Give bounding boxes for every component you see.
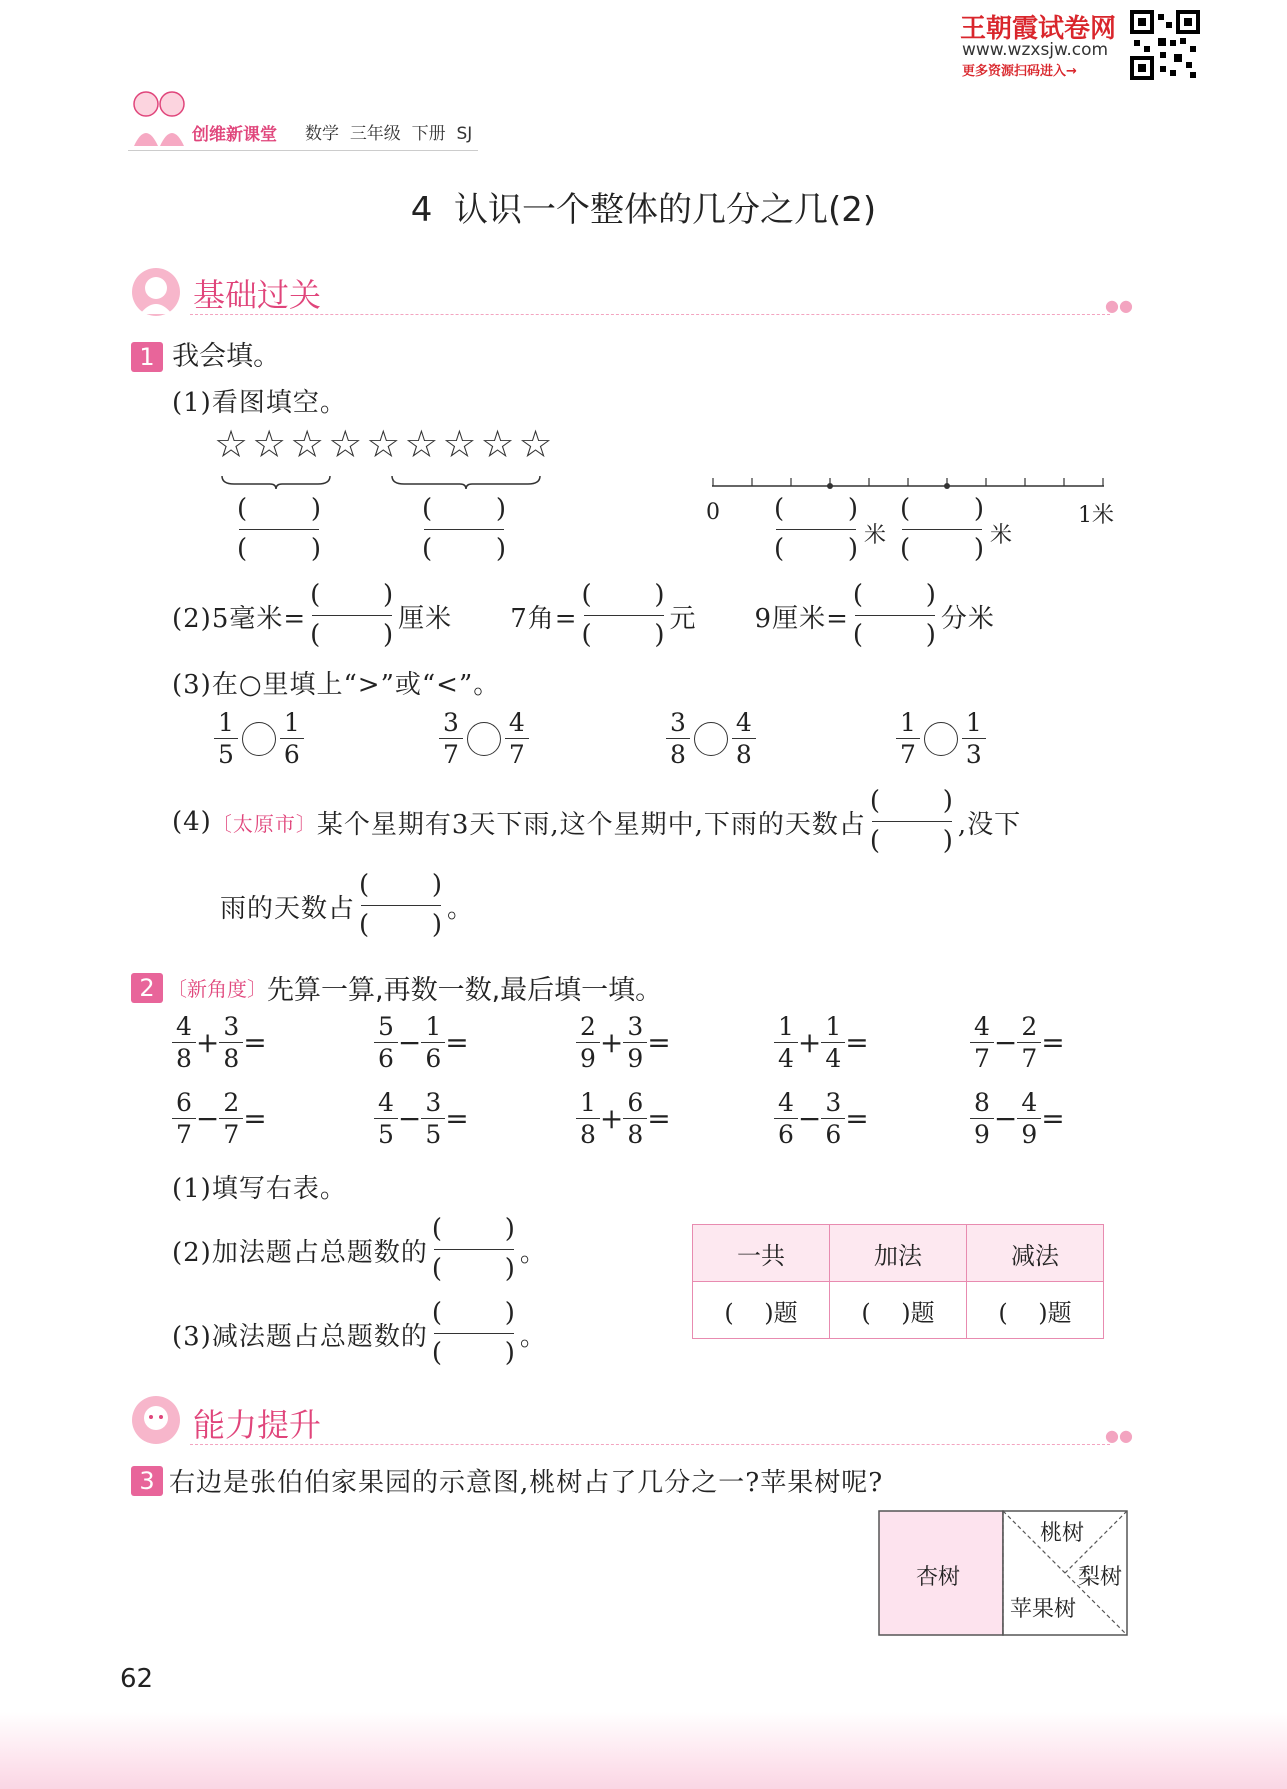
q2-table <box>692 1224 1104 1339</box>
p4-tail: ,没下 <box>957 809 1022 840</box>
q1-heading <box>131 334 280 373</box>
equation: $\frac{8}{9}$ − $\frac{4}{9}$ = <box>970 1090 1065 1147</box>
brand-url[interactable]: www.wzxsjw.com <box>962 40 1109 60</box>
q1-number: 1 <box>131 342 163 372</box>
compare-item: $\frac{1}{5}$ $\frac{1}{6}$ <box>214 710 439 767</box>
p4-period: 。 <box>447 893 475 924</box>
q2-p1: (1)填写右表。 <box>172 1174 347 1204</box>
section-basic-icon <box>130 266 182 318</box>
table-header-sub: 减法 <box>967 1225 1104 1282</box>
q1-p2 <box>172 580 995 652</box>
p2-a-post: 厘米 <box>398 603 453 634</box>
table-header-total: 一共 <box>693 1225 830 1282</box>
compare-item: $\frac{3}{7}$ $\frac{4}{7}$ <box>439 710 666 767</box>
book-info <box>305 119 472 144</box>
q1-p1: (1)看图填空。 <box>172 388 347 418</box>
equation: $\frac{4}{8}$ + $\frac{3}{8}$ = <box>172 1014 374 1071</box>
q2-p3-text: (3)减法题占总题数的 <box>172 1321 428 1352</box>
blank-frac-ruler-2[interactable]: ( ) ( ) 米 <box>900 494 1013 564</box>
qr-code-icon[interactable] <box>1130 10 1200 80</box>
footer-band <box>0 1712 1287 1789</box>
p2-c-pre: 9厘米= <box>754 603 849 634</box>
p4-text: 某个星期有3天下雨,这个星期中,下雨的天数占 <box>316 809 866 840</box>
compare-circle[interactable] <box>467 722 501 756</box>
q2-row2 <box>172 1090 1132 1147</box>
q2-p2-period: 。 <box>519 1237 547 1268</box>
blank-frac-norain[interactable]: ( ) ( ) <box>359 870 444 940</box>
page-number: 62 <box>120 1664 154 1694</box>
equation: $\frac{4}{7}$ − $\frac{2}{7}$ = <box>970 1014 1065 1071</box>
q2-row1 <box>172 1014 1132 1071</box>
table-header-add: 加法 <box>830 1225 967 1282</box>
orchard-diagram <box>878 1510 1128 1636</box>
table-cell-sub[interactable]: ( )题 <box>967 1282 1104 1339</box>
volume: 下册 <box>411 124 446 144</box>
compare-item: $\frac{3}{8}$ $\frac{4}{8}$ <box>666 710 896 767</box>
pear-label: 梨树 <box>1078 1565 1123 1590</box>
q2-number: 2 <box>131 973 163 1003</box>
section-advanced-icon <box>130 1394 182 1446</box>
equation: $\frac{1}{4}$ + $\frac{1}{4}$ = <box>774 1014 970 1071</box>
header-divider <box>128 150 478 151</box>
brand-tip: 更多资源扫码进入→ <box>962 64 1077 79</box>
section-advanced-title: 能力提升 <box>193 1406 322 1444</box>
subject: 数学 <box>305 124 339 144</box>
p4-label: (4) <box>172 807 212 837</box>
q2-heading-text: 先算一算,再数一数,最后填一填。 <box>267 975 663 1006</box>
brace-right <box>390 474 542 494</box>
p2-a-pre: (2)5毫米= <box>172 603 307 634</box>
compare-item: $\frac{1}{7}$ $\frac{1}{3}$ <box>896 710 986 767</box>
section-basic-title: 基础过关 <box>193 276 322 314</box>
equation: $\frac{2}{9}$ + $\frac{3}{9}$ = <box>576 1014 774 1071</box>
page-title: 4 认识一个整体的几分之几(2) <box>410 190 877 230</box>
series-name: 创维新课堂 <box>192 125 277 145</box>
blank-frac-add[interactable]: ( ) ( ) <box>431 1214 516 1284</box>
blank-frac-jiao[interactable]: ( ) ( ) <box>581 580 666 650</box>
equation: $\frac{4}{5}$ − $\frac{3}{5}$ = <box>374 1090 576 1147</box>
p4-line2-text: 雨的天数占 <box>220 893 356 924</box>
stars-row: ☆☆☆☆☆☆☆☆☆ <box>214 422 557 466</box>
section-advanced-line <box>190 1444 1110 1445</box>
blank-frac-sub[interactable]: ( ) ( ) <box>431 1298 516 1368</box>
equation: $\frac{1}{8}$ + $\frac{6}{8}$ = <box>576 1090 774 1147</box>
brand-name: 王朝霞试卷网 <box>960 14 1117 44</box>
q3-number: 3 <box>131 1466 163 1496</box>
p2-c-post: 分米 <box>940 603 995 634</box>
compare-circle[interactable] <box>242 722 276 756</box>
table-cell-add[interactable]: ( )题 <box>830 1282 967 1339</box>
q1-heading-text: 我会填。 <box>172 341 281 372</box>
ruler-unit-1: 米 <box>864 523 887 548</box>
p2-b-post: 元 <box>669 603 697 634</box>
q2-p2-text: (2)加法题占总题数的 <box>172 1237 428 1268</box>
q2-p3 <box>172 1298 547 1370</box>
ruler-zero: 0 <box>706 500 720 525</box>
q2-p3-period: 。 <box>519 1321 547 1352</box>
q1-p4-line2 <box>220 870 474 942</box>
q2-tag: 〔新角度〕 <box>167 977 267 1001</box>
grade: 三年级 <box>349 124 401 144</box>
equation: $\frac{4}{6}$ − $\frac{3}{6}$ = <box>774 1090 970 1147</box>
q3-heading <box>131 1462 883 1499</box>
table-cell-total[interactable]: ( )题 <box>693 1282 830 1339</box>
q1-p3: (3)在○里填上“>”或“<”。 <box>172 670 501 700</box>
dots-icon: ●● <box>1105 1426 1133 1445</box>
apple-label: 苹果树 <box>1010 1597 1077 1622</box>
brace-left <box>220 474 332 494</box>
q3-text: 右边是张伯伯家果园的示意图,桃树占了几分之一?苹果树呢? <box>169 1468 884 1498</box>
edition: SJ <box>456 124 473 144</box>
apricot-label: 杏树 <box>916 1565 961 1590</box>
p4-tag: 〔太原市〕 <box>211 811 317 836</box>
blank-frac-stars-1[interactable]: ( ) ( ) <box>237 494 321 564</box>
peach-label: 桃树 <box>1040 1521 1085 1546</box>
blank-frac-cm[interactable]: ( ) ( ) <box>852 580 937 650</box>
blank-frac-ruler-1[interactable]: ( ) ( ) 米 <box>774 494 887 564</box>
compare-row <box>214 710 1014 767</box>
compare-circle[interactable] <box>694 722 728 756</box>
number-line <box>708 472 1108 496</box>
q1-p4 <box>172 786 1021 858</box>
blank-frac-mm[interactable]: ( ) ( ) <box>310 580 395 650</box>
blank-frac-rain[interactable]: ( ) ( ) <box>869 786 954 856</box>
equation: $\frac{5}{6}$ − $\frac{1}{6}$ = <box>374 1014 576 1071</box>
ruler-end: 1米 <box>1078 503 1114 528</box>
blank-frac-stars-2[interactable]: ( ) ( ) <box>422 494 506 564</box>
p2-b-pre: 7角= <box>510 603 578 634</box>
section-basic-line <box>190 314 1110 315</box>
ruler-unit-2: 米 <box>990 523 1013 548</box>
kids-logo-icon <box>128 86 190 150</box>
q2-p2 <box>172 1214 547 1286</box>
q2-heading <box>131 968 662 1007</box>
equation: $\frac{6}{7}$ − $\frac{2}{7}$ = <box>172 1090 374 1147</box>
compare-circle[interactable] <box>924 722 958 756</box>
dots-icon: ●● <box>1105 296 1133 315</box>
